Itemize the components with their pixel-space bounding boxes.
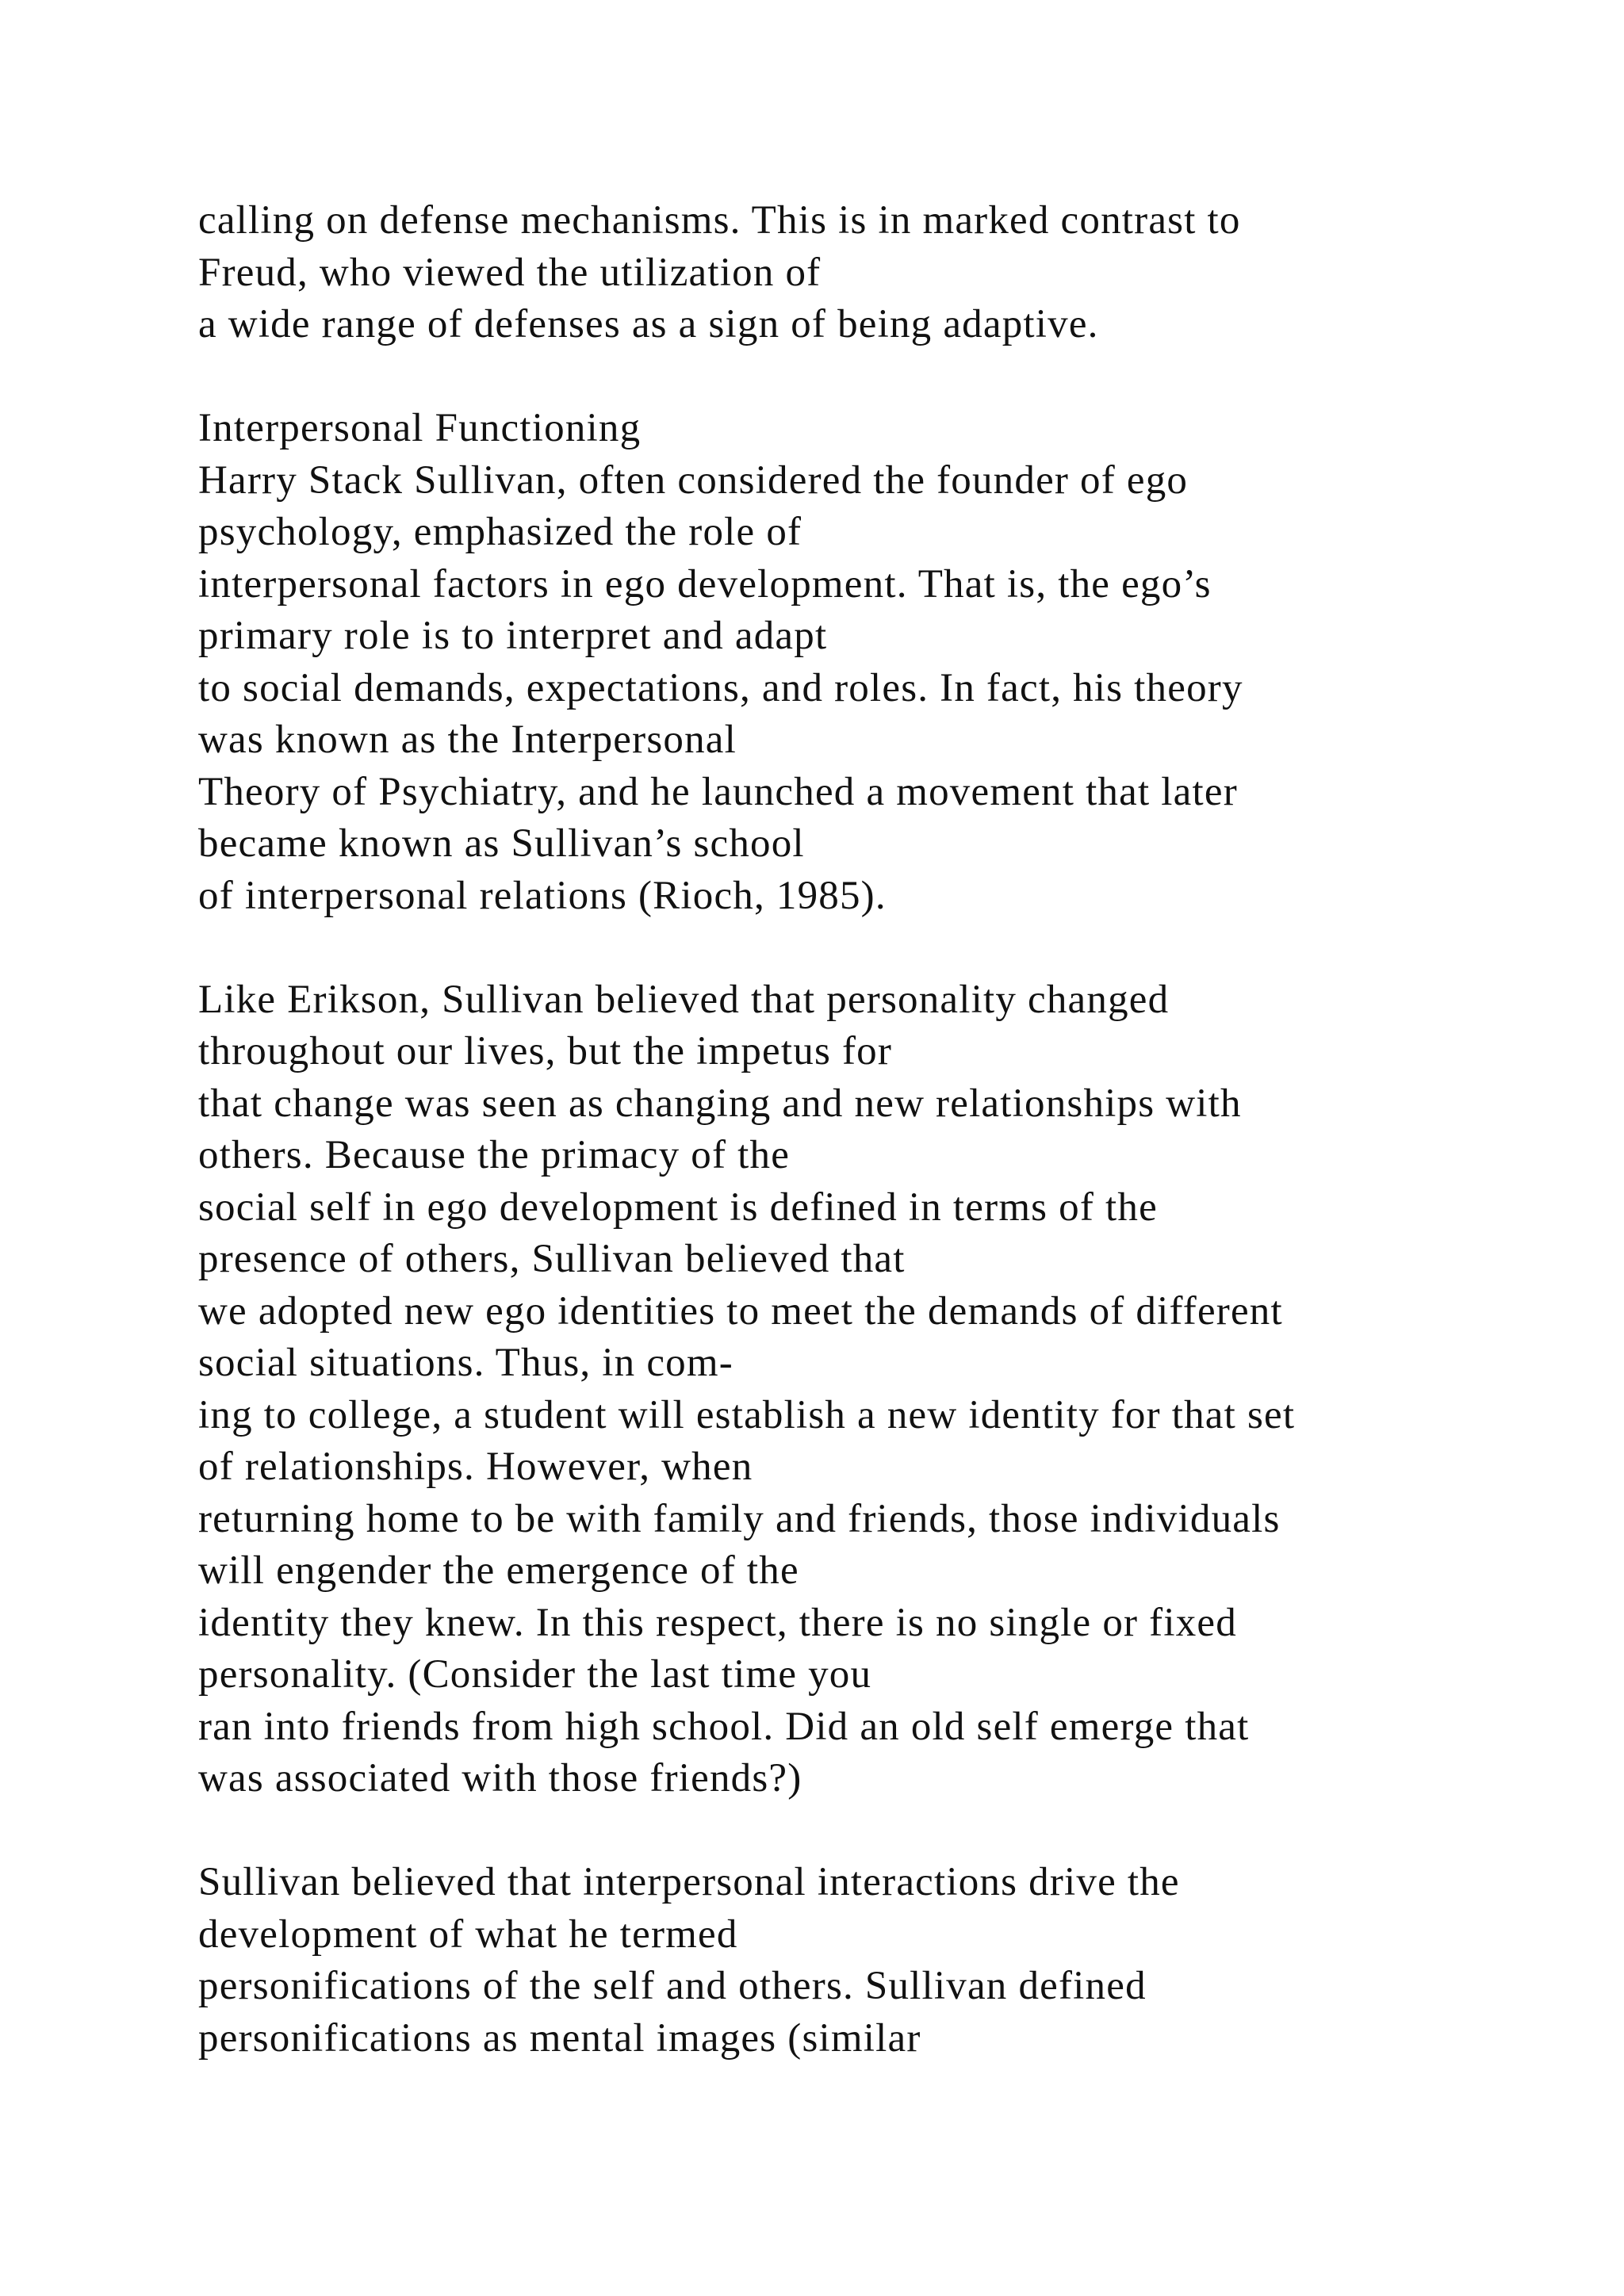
text-line: Harry Stack Sullivan, often considered the founder of ego xyxy=(198,457,1189,503)
section-heading: Interpersonal Functioning xyxy=(198,406,642,450)
text-line: Like Erikson, Sullivan believed that personality changed xyxy=(198,977,1170,1022)
text-line: presence of others, Sullivan believed that xyxy=(198,1237,906,1281)
text-line: interpersonal factors in ego development. That is, the ego’s xyxy=(198,561,1212,607)
text-line: returning home to be with family and friends, those individuals xyxy=(198,1496,1281,1541)
text-line: was associated with those friends?) xyxy=(198,1756,802,1800)
paragraph-spacer xyxy=(198,1805,1594,1858)
paragraph-interpersonal-functioning xyxy=(198,403,1594,922)
paragraph-spacer xyxy=(198,922,1594,974)
text-line: social self in ego development is defined in terms of the xyxy=(198,1184,1158,1230)
text-line: personifications of the self and others. Sullivan defined xyxy=(198,1964,1147,2008)
text-line: a wide range of defenses as a sign of being adaptive. xyxy=(198,302,1099,346)
paragraph-personifications xyxy=(198,1857,1594,2064)
text-line: personifications as mental images (similar xyxy=(198,2015,921,2061)
paragraph-defense-mechanisms xyxy=(198,195,1594,351)
text-line: others. Because the primacy of the xyxy=(198,1133,791,1177)
text-line: identity they knew. In this respect, there is no single or fixed xyxy=(198,1600,1237,1645)
text-line: will engender the emergence of the xyxy=(198,1548,799,1593)
text-line: we adopted new ego identities to meet the demands of different xyxy=(198,1288,1283,1334)
text-line: Sullivan believed that interpersonal interactions drive the xyxy=(198,1860,1180,1904)
text-line: primary role is to interpret and adapt xyxy=(198,614,828,658)
text-line: Freud, who viewed the utilization of xyxy=(198,250,822,295)
text-line: that change was seen as changing and new relationships with xyxy=(198,1081,1242,1126)
text-line: psychology, emphasized the role of xyxy=(198,510,802,554)
paragraph-spacer xyxy=(198,351,1594,404)
text-line: personality. (Consider the last time you xyxy=(198,1652,872,1697)
text-line: social situations. Thus, in com- xyxy=(198,1341,733,1385)
text-line: became known as Sullivan’s school xyxy=(198,821,805,866)
text-line: throughout our lives, but the impetus for xyxy=(198,1029,893,1073)
text-line: development of what he termed xyxy=(198,1911,738,1957)
document-body xyxy=(198,195,1594,2064)
text-line: to social demands, expectations, and roles. In fact, his theory xyxy=(198,665,1243,710)
text-line: ing to college, a student will establish a new identity for that set xyxy=(198,1392,1296,1437)
text-line: calling on defense mechanisms. This is in marked contrast to xyxy=(198,198,1241,243)
text-line: was known as the Interpersonal xyxy=(198,718,737,762)
text-line: of interpersonal relations (Rioch, 1985). xyxy=(198,873,887,918)
text-line: of relationships. However, when xyxy=(198,1445,753,1489)
text-line: ran into friends from high school. Did an old self emerge that xyxy=(198,1704,1250,1749)
paragraph-erikson-comparison xyxy=(198,974,1594,1805)
text-line: Theory of Psychiatry, and he launched a movement that later xyxy=(198,769,1238,814)
